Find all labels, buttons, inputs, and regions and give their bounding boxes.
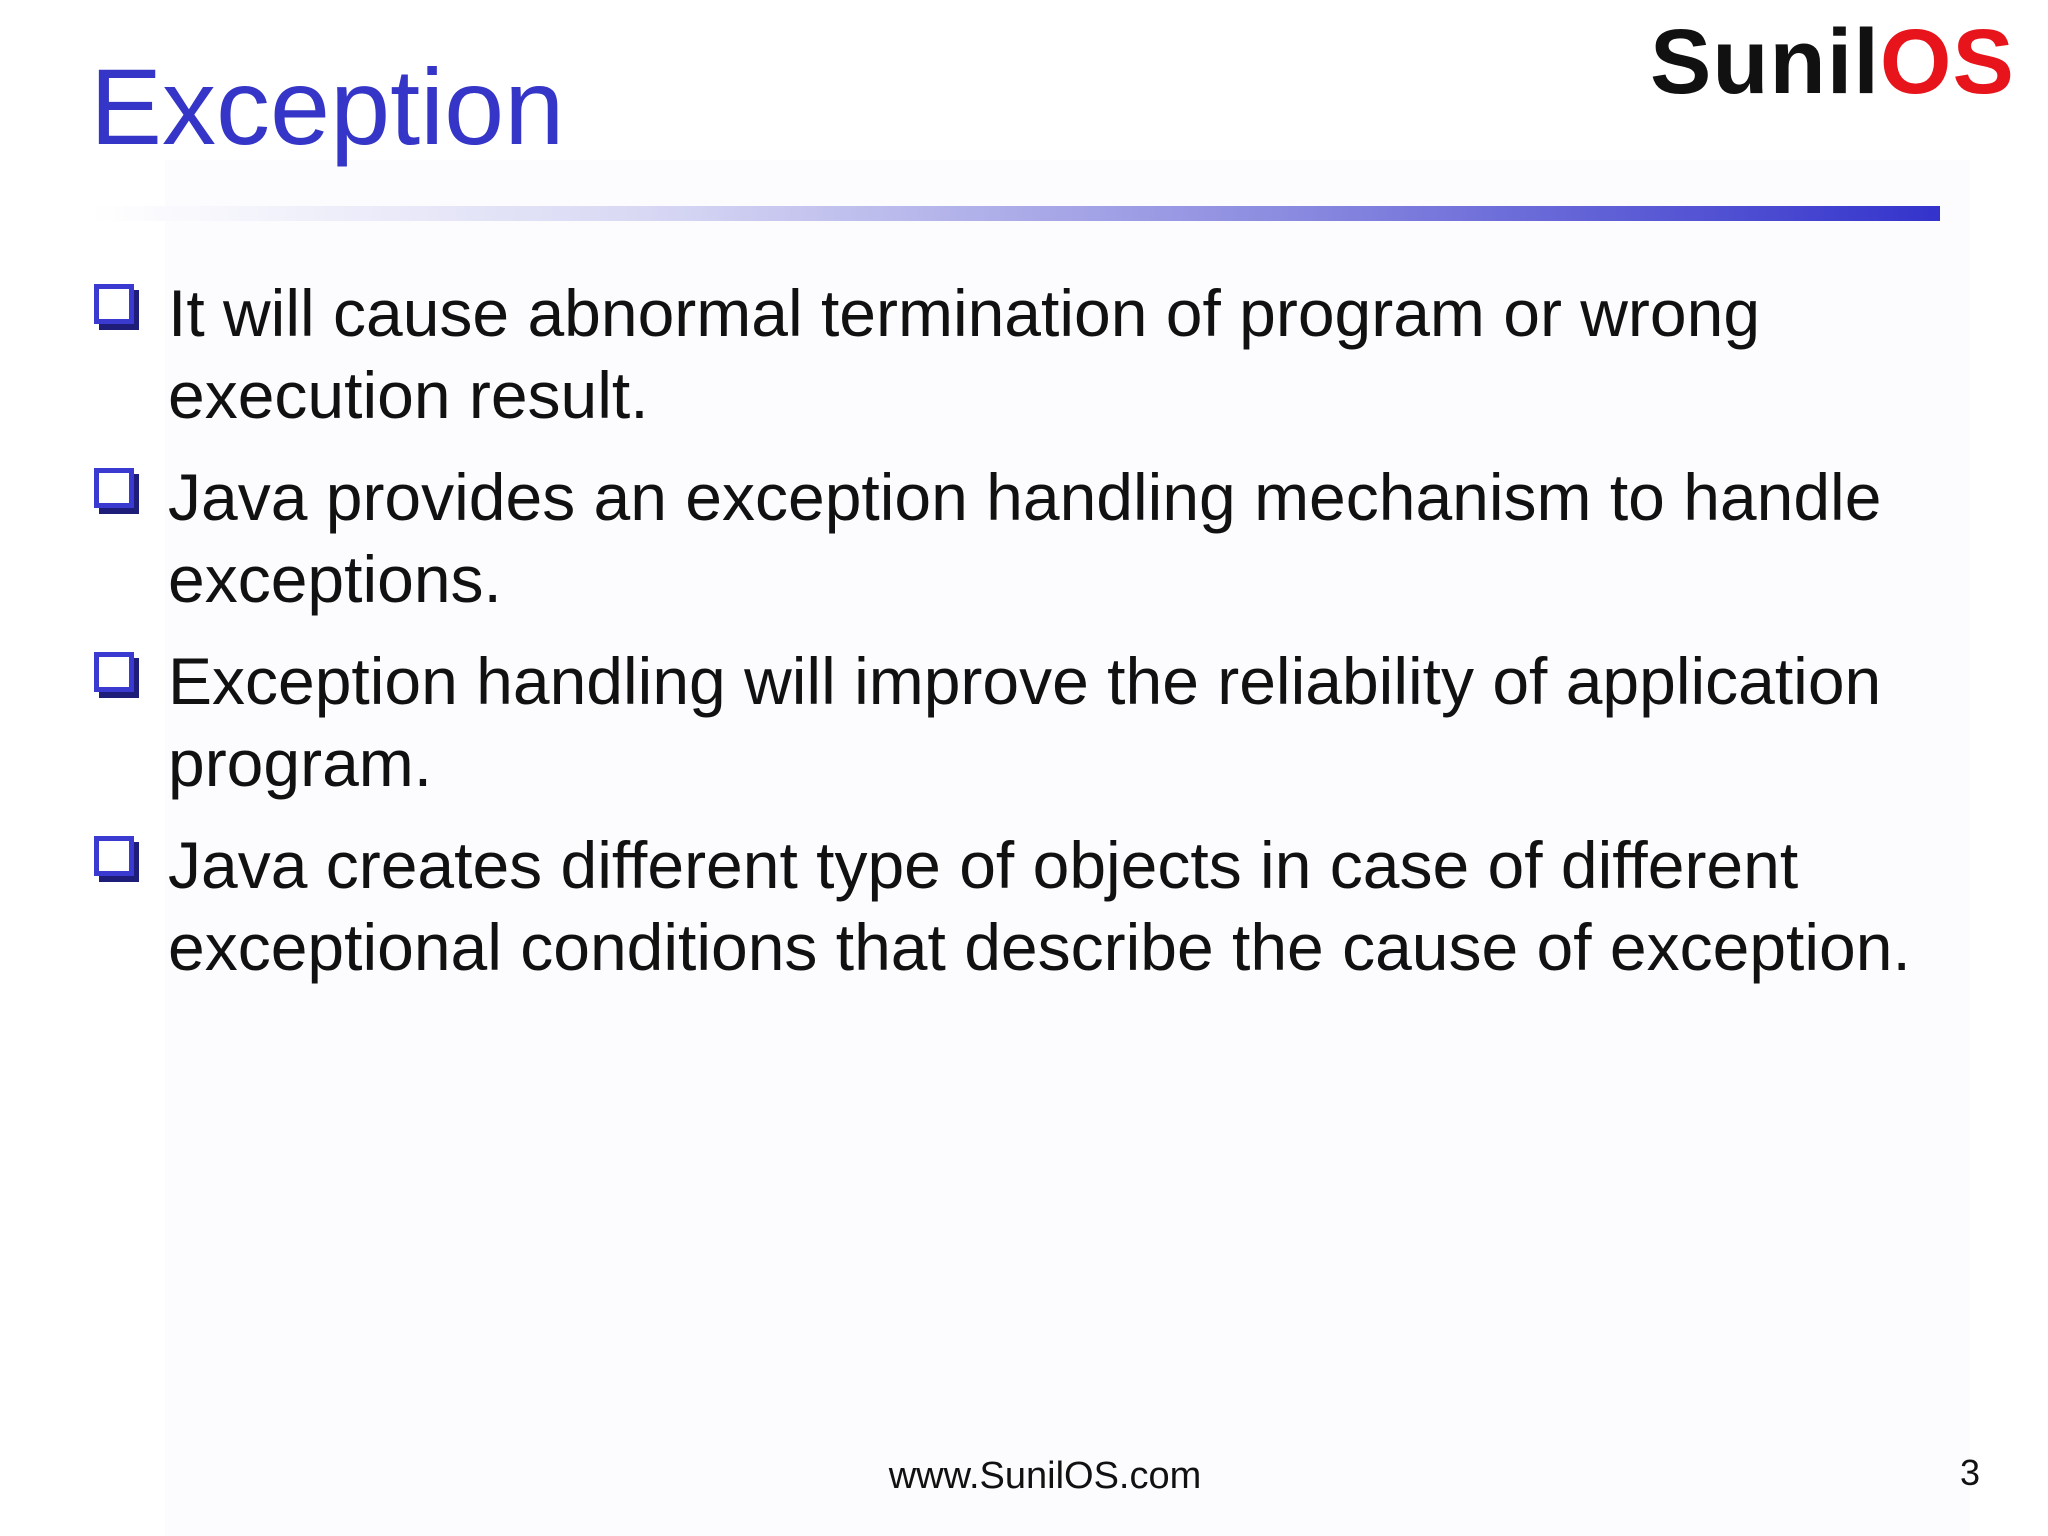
- bullet-text: Java provides an exception handling mechanism to handle exceptions.: [168, 460, 1882, 616]
- hollow-square-bullet-icon: [94, 468, 134, 508]
- bullet-item: [92, 640, 1992, 804]
- bullet-list: [92, 272, 1992, 1008]
- bullet-text: Java creates different type of objects in case of different exceptional conditions that describe the cause of exception.: [168, 828, 1911, 984]
- bullet-item: [92, 272, 1992, 436]
- hollow-square-bullet-icon: [94, 836, 134, 876]
- brand-logo-name: Sunil: [1650, 11, 1880, 113]
- bullet-text: Exception handling will improve the reliability of application program.: [168, 644, 1882, 800]
- hollow-square-bullet-icon: [94, 284, 134, 324]
- page-number: 3: [1960, 1452, 1981, 1493]
- bullet-item: [92, 456, 1992, 620]
- hollow-square-bullet-icon: [94, 652, 134, 692]
- slide-title: Exception: [90, 46, 565, 167]
- brand-logo: [1650, 10, 2015, 116]
- title-underline-rule: [92, 206, 1940, 221]
- bullet-text: It will cause abnormal termination of program or wrong execution result.: [168, 276, 1761, 432]
- footer-url: www.SunilOS.com: [888, 1455, 1202, 1497]
- brand-logo-os: OS: [1879, 11, 2015, 113]
- bullet-item: [92, 824, 1992, 988]
